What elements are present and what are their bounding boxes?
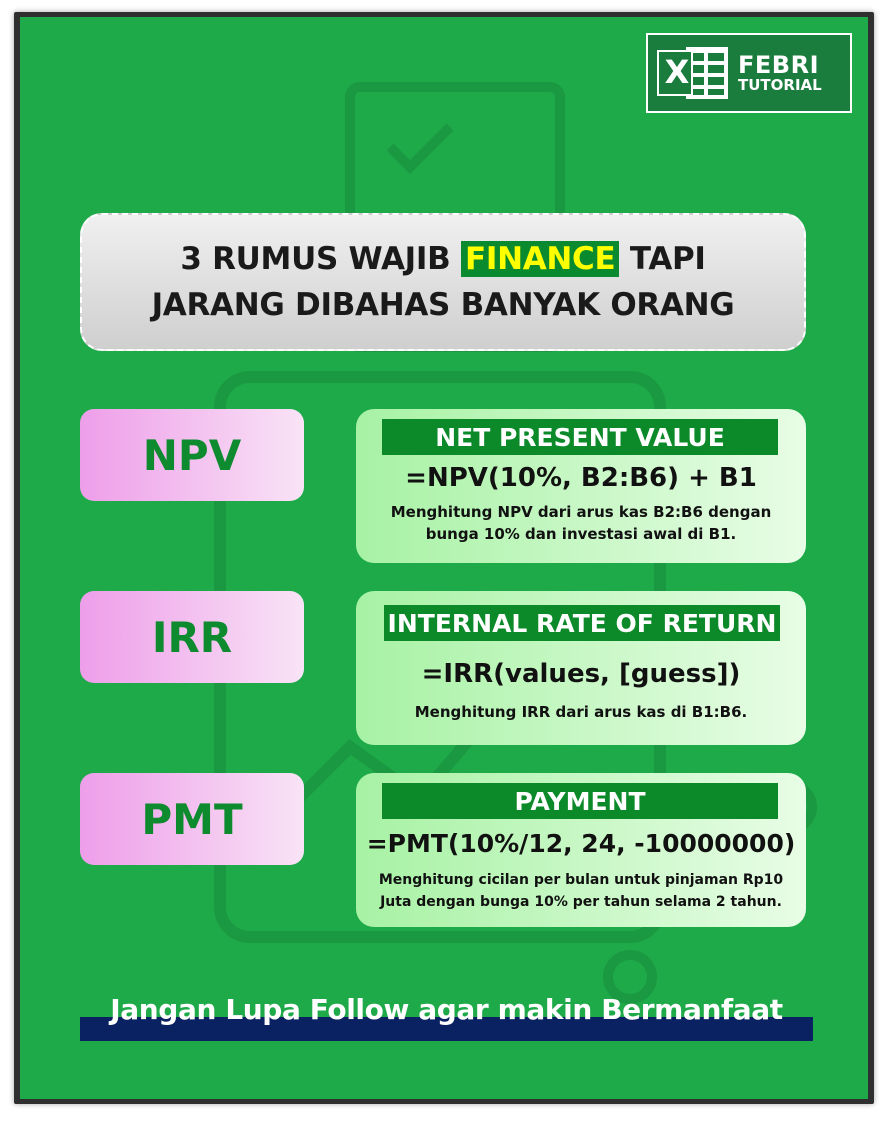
title-prefix: 3 RUMUS WAJIB bbox=[180, 241, 461, 277]
title-suffix: TAPI bbox=[619, 241, 706, 277]
title-box bbox=[80, 213, 806, 351]
npv-card bbox=[356, 409, 806, 563]
pmt-label: PMT bbox=[80, 773, 304, 865]
irr-card-title: INTERNAL RATE OF RETURN bbox=[384, 605, 780, 641]
npv-card-title: NET PRESENT VALUE bbox=[382, 419, 778, 455]
footer-text: Jangan Lupa Follow agar makin Bermanfaat bbox=[110, 993, 783, 1026]
logo-line-2: TUTORIAL bbox=[738, 75, 822, 94]
title-line-2: JARANG DIBAHAS BANYAK ORANG bbox=[151, 287, 735, 323]
irr-formula: =IRR(values, [guess]) bbox=[421, 659, 741, 689]
pmt-formula: =PMT(10%/12, 24, -10000000) bbox=[366, 829, 796, 858]
title-line-1 bbox=[180, 236, 705, 282]
pmt-description-line-2: Juta dengan bunga 10% per tahun selama 2 tahun. bbox=[380, 894, 782, 910]
irr-description: Menghitung IRR dari arus kas di B1:B6. bbox=[414, 703, 748, 721]
logo-text bbox=[738, 50, 822, 94]
title-highlight: FINANCE bbox=[461, 241, 619, 277]
poster-panel bbox=[20, 17, 868, 1099]
pmt-description-line-1: Menghitung cicilan per bulan untuk pinjaman Rp10 bbox=[378, 872, 784, 888]
logo-letter: X bbox=[664, 53, 690, 91]
excel-icon bbox=[656, 43, 732, 103]
logo-line-1: FEBRI bbox=[738, 50, 819, 79]
irr-card bbox=[356, 591, 806, 745]
npv-label: NPV bbox=[80, 409, 304, 501]
npv-description-line-2: bunga 10% dan investasi awal di B1. bbox=[425, 525, 737, 543]
pmt-card bbox=[356, 773, 806, 927]
irr-label: IRR bbox=[80, 591, 304, 683]
brand-logo bbox=[646, 33, 852, 113]
npv-description-line-1: Menghitung NPV dari arus kas B2:B6 dengan bbox=[390, 503, 772, 521]
pmt-card-title: PAYMENT bbox=[382, 783, 778, 819]
npv-formula: =NPV(10%, B2:B6) + B1 bbox=[405, 463, 757, 493]
